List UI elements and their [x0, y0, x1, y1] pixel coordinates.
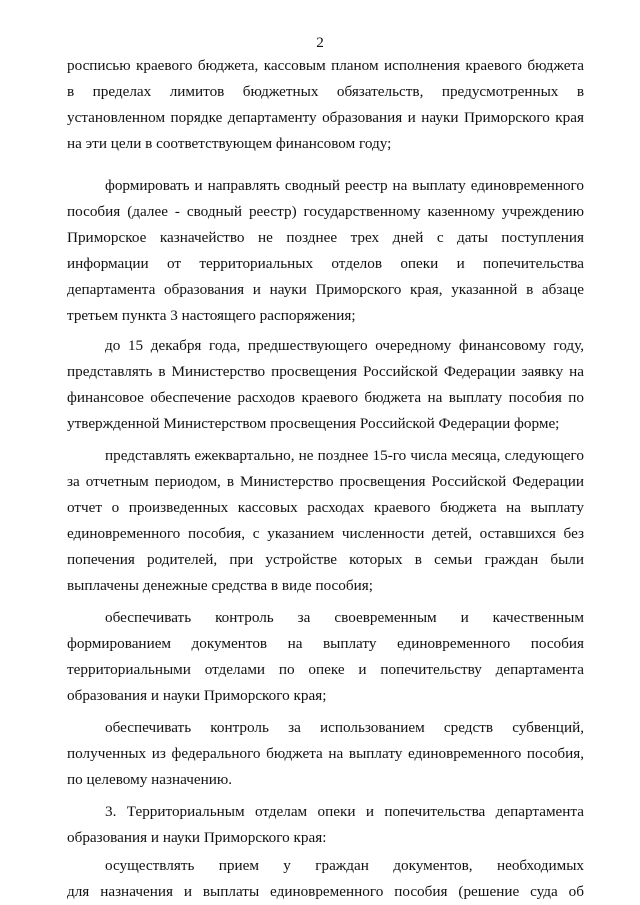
text-line: формировать и направлять сводный реестр на выплату единовременного — [105, 177, 584, 194]
text-line: образования и науки Приморского края: — [67, 829, 327, 846]
text-line: третьем пункта 3 настоящего распоряжения; — [67, 307, 356, 324]
text-line: обеспечивать контроль за использованием средств субвенций, — [105, 719, 584, 736]
text-line: осуществлять прием у граждан документов, необходимых — [105, 857, 584, 874]
text-line: представлять ежеквартально, не позднее 15-го числа месяца, следующего — [105, 447, 584, 464]
text-line: на эти цели в соответствующем финансовом году; — [67, 135, 392, 152]
text-line: территориальными отделами по опеке и попечительству департамента — [67, 661, 584, 678]
text-line: Приморское казначейство не позднее трех дней с даты поступления — [67, 229, 584, 246]
text-line: выплачены денежные средства в виде пособия; — [67, 577, 373, 594]
text-line: по целевому назначению. — [67, 771, 232, 788]
text-line: в пределах лимитов бюджетных обязательств, предусмотренных в — [67, 83, 584, 100]
text-line: формированием документов на выплату единовременного пособия — [67, 635, 584, 652]
text-line: отчет о произведенных кассовых расходах краевого бюджета на выплату — [67, 499, 584, 516]
text-line: единовременного пособия, с указанием численности детей, оставшихся без — [67, 525, 584, 542]
text-line: до 15 декабря года, предшествующего очередному финансовому году, — [105, 337, 584, 354]
text-line: росписью краевого бюджета, кассовым планом исполнения краевого бюджета — [67, 57, 584, 74]
text-line: информации от территориальных отделов опеки и попечительства — [67, 255, 584, 272]
text-line: попечения родителей, при устройстве которых в семьи граждан были — [67, 551, 584, 568]
text-line: для назначения и выплаты единовременного пособия (решение суда об — [67, 883, 584, 900]
text-line: пособия (далее - сводный реестр) государственному казенному учреждению — [67, 203, 584, 220]
text-line: представлять в Министерство просвещения Российской Федерации заявку на — [67, 363, 584, 380]
text-line: установленном порядке департаменту образования и науки Приморского края — [67, 109, 584, 126]
text-line: образования и науки Приморского края; — [67, 687, 327, 704]
text-line: 3. Территориальным отделам опеки и попечительства департамента — [105, 803, 584, 820]
text-line: полученных из федерального бюджета на выплату единовременного пособия, — [67, 745, 584, 762]
text-line: утвержденной Министерством просвещения Российской Федерации форме; — [67, 415, 560, 432]
text-line: за отчетным периодом, в Министерство просвещения Российской Федерации — [67, 473, 584, 490]
text-line: департамента образования и науки Приморского края, указанной в абзаце — [67, 281, 584, 298]
text-line: обеспечивать контроль за своевременным и качественным — [105, 609, 584, 626]
page-number: 2 — [316, 34, 324, 51]
text-line: финансовое обеспечение расходов краевого бюджета на выплату пособия по — [67, 389, 584, 406]
